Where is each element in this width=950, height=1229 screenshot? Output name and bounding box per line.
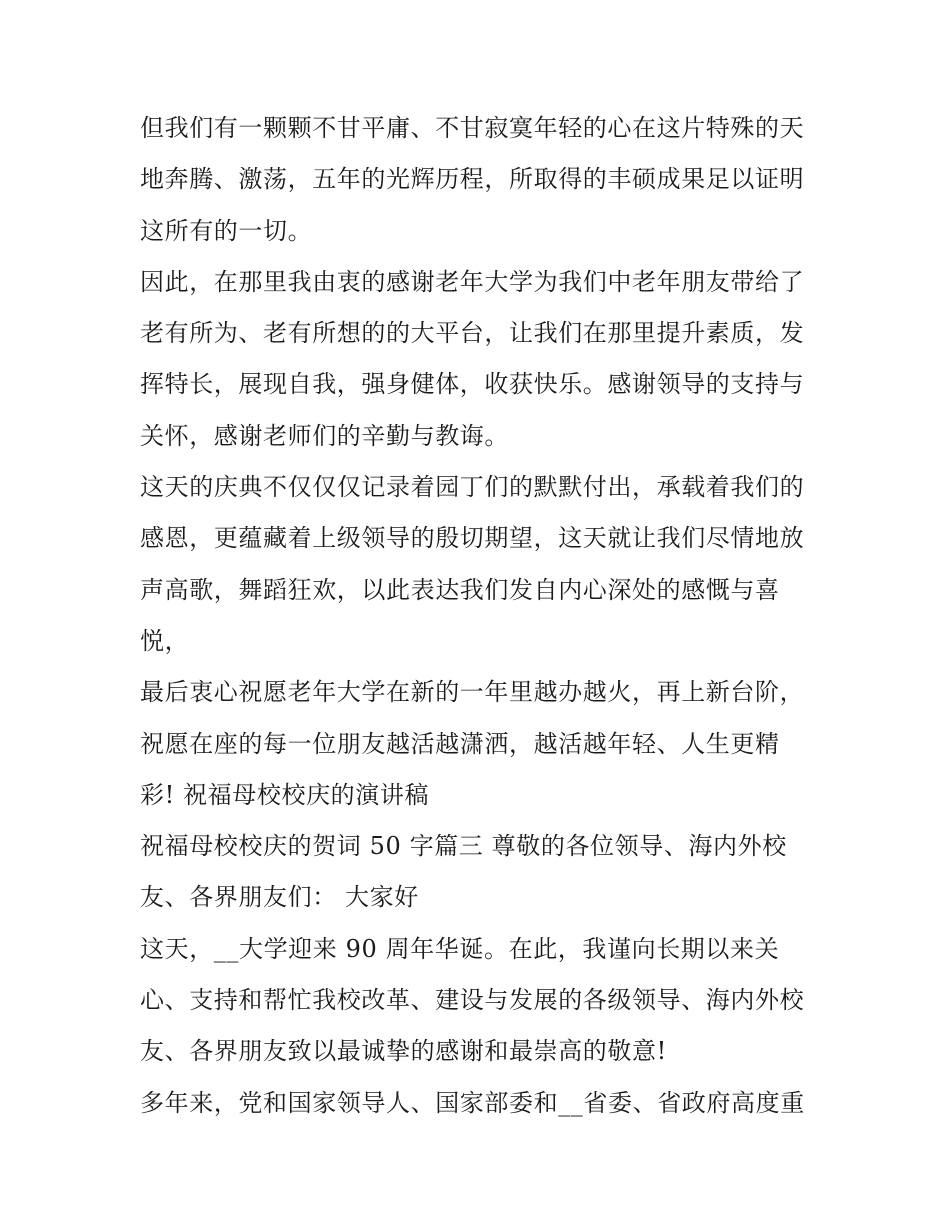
text-line: 多年来，党和国家领导人、国家部委和__省委、省政府高度重 — [140, 1088, 805, 1117]
text-line: 老有所为、老有所想的的大平台，让我们在那里提升素质，发 — [140, 319, 805, 348]
text-line: 这天的庆典不仅仅仅记录着园丁们的默默付出，承载着我们的 — [140, 473, 805, 502]
text-line: 声高歌，舞蹈狂欢，以此表达我们发自内心深处的感慨与喜 — [140, 575, 780, 604]
text-line: 最后衷心祝愿老年大学在新的一年里越办越火，再上新台阶， — [140, 678, 805, 707]
text-line: 友、各界朋友们： 大家好 — [140, 883, 419, 912]
text-line: 心、支持和帮忙我校改革、建设与发展的各级领导、海内外校 — [140, 986, 805, 1015]
text-line: 挥特长，展现自我，强身健体，收获快乐。感谢领导的支持与 — [140, 370, 805, 399]
text-line: 感恩，更蕴藏着上级领导的殷切期望，这天就让我们尽情地放 — [140, 524, 805, 553]
text-line: 悦， — [140, 626, 190, 655]
text-line: 这天，__大学迎来 90 周年华诞。在此，我谨向长期以来关 — [140, 934, 780, 963]
text-line: 但我们有一颗颗不甘平庸、不甘寂寞年轻的心在这片特殊的天 — [140, 114, 805, 142]
text-line: 彩! 祝福母校校庆的演讲稿 — [140, 780, 430, 809]
text-line: 友、各界朋友致以最诚挚的感谢和最崇高的敬意! — [140, 1037, 667, 1066]
text-line: 这所有的一切。 — [140, 216, 313, 245]
text-line: 因此，在那里我由衷的感谢老年大学为我们中老年朋友带给了 — [140, 267, 805, 296]
text-line: 祝福母校校庆的贺词 50 字篇三 尊敬的各位领导、海内外校 — [140, 832, 787, 861]
document-body — [140, 103, 820, 1129]
text-line: 祝愿在座的每一位朋友越活越潇洒，越活越年轻、人生更精 — [140, 729, 780, 758]
text-line: 关怀，感谢老师们的辛勤与教诲。 — [140, 421, 509, 450]
text-line: 地奔腾、激荡，五年的光辉历程，所取得的丰硕成果足以证明 — [140, 165, 805, 194]
